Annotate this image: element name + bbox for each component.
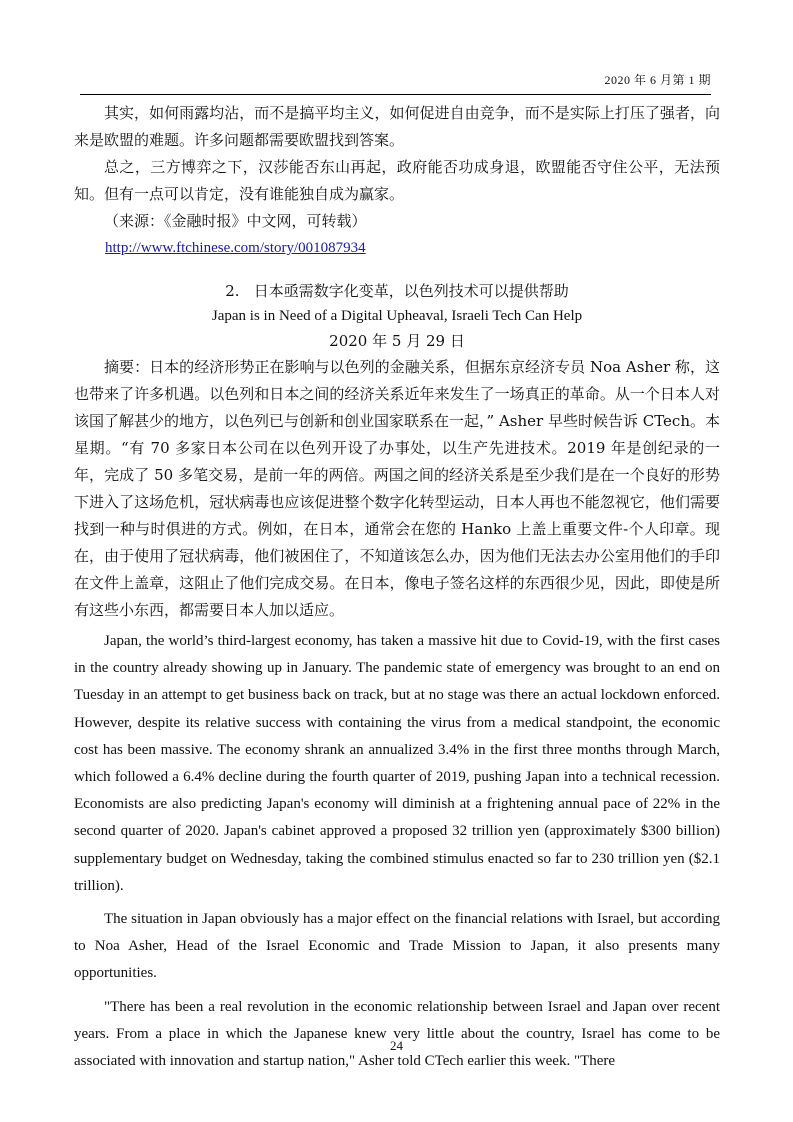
en-paragraph-1: Japan, the world’s third-largest economy, has taken a massive hit due to Covid-19, with the first cases in the country already showing up in January. The pandemic state of emergency was brought to an end on Tuesday in an attempt to get business back on track, but at no stage was there an actual lockdown enforced. However, despite its relative success with containing the virus from a medical standpoint, the economic cost has been massive. The economy shrank an annualized 3.4% in the first three months through March, which followed a 6.4% decline during the fourth quarter of 2019, pushing Japan into a technical recession. Economists are also predicting Japan's economy will diminish at a frightening annual pace of 22% in the second quarter of 2020. Japan's cabinet approved a proposed 32 trillion yen (approximately $300 billion) supplementary budget on Wednesday, taking the combined stimulus enacted so far to 230 trillion yen ($2.1 trillion). xyxy=(74,633,720,894)
prev-paragraph-1: 其实，如何雨露均沾，而不是搞平均主义，如何促进自由竞争，而不是实际上打压了强者，向来是欧盟的难题。许多问题都需要欧盟找到答案。 xyxy=(74,104,720,149)
issue-header: 2020 年 6 月第 1 期 xyxy=(604,73,711,87)
article-title-cn: 2. 日本亟需数字化变革，以色列技术可以提供帮助 xyxy=(225,282,569,300)
page-content xyxy=(74,100,720,1075)
article-abstract: 摘要：日本的经济形势正在影响与以色列的金融关系，但据东京经济专员 Noa Asher 称，这也带来了许多机遇。以色列和日本之间的经济关系近年来发生了一场真正的革命。从一个日本人对该国了解甚少的地方，以色列已与创新和创业国家联系在一起，” Asher 早些时候告诉 CTech。本星期。“有 70 多家日本公司在以色列开设了办事处，以生产先进技术。2019 年是创纪录的一年，完成了 50 多笔交易，是前一年的两倍。两国之间的经济关系是至少我们是在一个良好的形势下进入了这场危机，冠状病毒也应该促进整个数字化转型运动，日本人再也不能忽视它，他们需要找到一种与时俱进的方式。例如，在日本，通常会在您的 Hanko 上盖上重要文件-个人印章。现在，由于使用了冠状病毒，他们被困住了，不知道该怎么办，因为他们无法去办公室用他们的手印在文件上盖章，这阻止了他们完成交易。在日本，像电子签名这样的东西很少见，因此，即使是所有这些小东西，都需要日本人加以适应。 xyxy=(74,358,720,619)
en-paragraph-3: "There has been a real revolution in the economic relationship between Israel and Japan over recent years. From a place in which the Japanese knew very little about the country, Israel has come to be associated with innovation and startup nation," Asher told CTech earlier this week. "There xyxy=(74,998,720,1070)
article-title-block xyxy=(74,279,720,354)
page-number: 24 xyxy=(390,1038,403,1053)
prev-paragraph-2: 总之，三方博弈之下，汉莎能否东山再起，政府能否功成身退，欧盟能否守住公平，无法预知。但有一点可以肯定，没有谁能独自成为赢家。 xyxy=(74,158,720,203)
en-paragraph-2: The situation in Japan obviously has a major effect on the financial relations with Israel, but according to Noa Asher, Head of the Israel Economic and Trade Mission to Japan, it also presents many opportunities. xyxy=(74,911,720,982)
source-note: （来源：《金融时报》中文网，可转载） xyxy=(104,212,367,230)
header-rule xyxy=(80,94,711,95)
article-title-en: Japan is in Need of a Digital Upheaval, Israeli Tech Can Help xyxy=(211,308,583,324)
article-date: 2020 年 5 月 29 日 xyxy=(329,332,465,350)
source-link[interactable]: http://www.ftchinese.com/story/001087934 xyxy=(105,240,366,256)
